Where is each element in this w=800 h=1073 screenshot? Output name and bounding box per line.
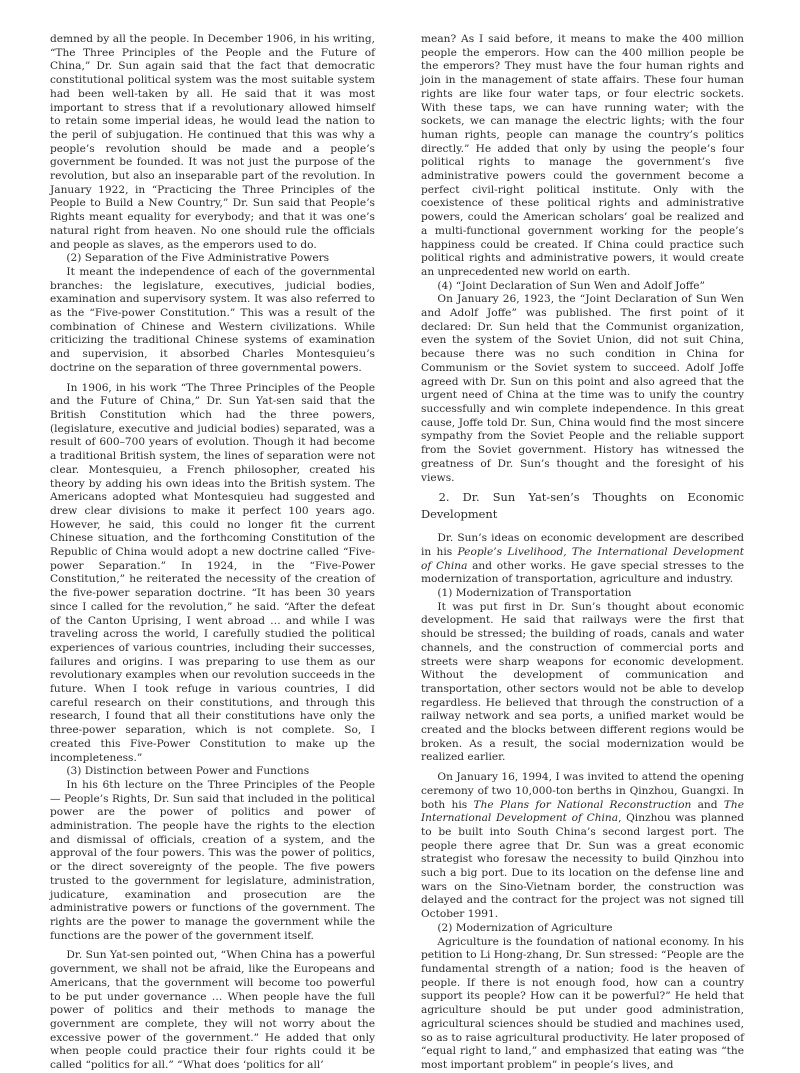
text-run: and other works. He gave special stresses to the modernization of transportation, agriculture and industry.	[421, 559, 744, 586]
subheading: (3) Distinction between Power and Functions	[66, 765, 310, 778]
text-run: Dr. Sun’s ideas on economic development are described in his	[421, 532, 744, 558]
subheading: (2) Modernization of Agriculture	[437, 921, 613, 934]
right-column	[421, 33, 744, 1073]
paragraph: It meant the independence of each of the governmental branches: the legislature, executives, judicial bodies, examination and supervisory system. It was also referred to as the “Five-power Constitution.” This was a result of the combination of Chinese and Western civilizations. While criticizing the traditional Chinese systems of examination and supervision, it absorbed Charles Montesquieu’s doctrine on the separation of three governmental powers.	[50, 265, 375, 374]
text-run: On January 16, 1994, I was invited to attend the opening ceremony of two 10,000-ton berths in Qinzhou, Guangxi. In both his	[421, 771, 744, 811]
paragraph: Dr. Sun Yat-sen pointed out, “When China has a powerful government, we shall not be afraid, like the Europeans and Americans, that the government will become too powerful to be put under governance … When people have the full power of politics and their methods to manage the government are complete, they will not worry about the excessive power of the government.” He added that only when people could practice their four rights could it be called “politics for all.” “What does ‘politics for all’	[50, 949, 375, 1072]
paragraph: In his 6th lecture on the Three Principles of the People — People’s Rights, Dr. Sun said that included in the political power are the power of politics and power of administration. The people have the rights to the election and dismissal of officials, creation of a system, and the approval of the four powers. This was the power of politics, or the direct sovereignty of the people. The five powers trusted to the government for legislature, administration, judicature, examination and prosecution are the administrative powers or functions of the government. The rights are the power to manage the government while the functions are the power of the government itself.	[50, 778, 375, 942]
italic-title: The International Development of China	[421, 798, 745, 825]
paragraph	[421, 771, 744, 922]
paragraph: In 1906, in his work “The Three Principles of the People and the Future of China,” Dr. Sun Yat-sen said that the British Constitution which had the three powers, (legislature, executive and judicial bodies) separated, was a result of 600–700 years of evolution. Though it had become a traditional British system, the lines of separation were not clear. Montesquieu, a French philosopher, created his theory by adding his own ideas into the British system. The Americans adopted what Montesquieu had suggested and drew clear divisions to make it perfect 100 years ago. However, he said, this could no longer fit the current Chinese situation, and the forthcoming Constitution of the Republic of China would adopt a new doctrine called “Five-power Separation.” In 1924, in the “Five-Power Constitution,” he reiterated the necessity of the creation of the five-power separation doctrine. “It has been 30 years since I called for the revolution,” he said. “After the defeat of the Canton Uprising, I went abroad … and while I was traveling across the world, I carefully studied the political experiences of various countries, including their successes, failures and origins. I was preparing to use them as our revolutionary examples when our revolution succeeds in the future. When I took refuge in various countries, I did careful research on their constitutions, and through this research, I found that all their constitutions have only the three-power separation, which is not complete. So, I created this Five-Power Constitution to make up the incompleteness.”	[50, 381, 375, 764]
subheading: (4) “Joint Declaration of Sun Wen and Adolf Joffe”	[437, 279, 705, 292]
paragraph: mean? As I said before, it means to make the 400 million people the emperors. How can the 400 million people be the emperors? They must have the four human rights and join in the management of state affairs. These four human rights are like four water taps, or four electric sockets. With these taps, we can have running water; with the sockets, we can manage the electric lights; with the four human rights, people can manage the country’s politics directly.” He added that only by using the people’s four political rights to manage the government’s five administrative powers could the government become a perfect civil-right political institute. Only with the coexistence of these political rights and administrative powers, could the American scholars’ goal be realized and a multi-functional government working for the people’s happiness could be created. If China could practice such political rights and administrative powers, it would create an unprecedented new world on earth.	[421, 33, 744, 278]
subheading: (1) Modernization of Transportation	[437, 587, 632, 600]
subheading: (2) Separation of the Five Administrative Powers	[66, 252, 330, 265]
text-run: and	[691, 798, 724, 811]
paragraph: It was put first in Dr. Sun’s thought about economic development. He said that railways were the first that should be stressed; the building of roads, canals and water channels, and the construction of commercial ports and streets were sharp weapons for economic development. Without the development of communication and transportation, other sectors would not be able to develop regardless. He believed that through the construction of a railway network and sea ports, a unified market would be created and the blocks between different regions would be broken. As a result, the social modernization would be realized earlier.	[421, 600, 744, 764]
section-heading: 2. Dr. Sun Yat-sen’s Thoughts on Economic Development	[421, 490, 744, 522]
paragraph: Agriculture is the foundation of national economy. In his petition to Li Hong-zhang, Dr. Sun stressed: “People are the fundamental strength of a nation; food is the heaven of people. If there is not enough food, how can a country support its people? How can it be powerful?” He held that agriculture should be put under good administration, agricultural sciences should be studied and machines used, so as to raise agricultural productivity. He later proposed of “equal right to land,” and emphasized that eating was “the most important problem” in people’s lives, and	[421, 935, 744, 1071]
paragraph	[421, 532, 744, 587]
text-run: , Qinzhou was planned to be built into South China’s second largest port. The people there agree that Dr. Sun was a great economic strategist who foresaw the necessity to build Qinzhou into such a big port. Due to its location on the defense line and wars on the Sino-Vietnam border, the construction was delayed and the contract for the project was not signed till October 1991.	[421, 812, 744, 921]
italic-title: People’s Livelihood, The International Development of China	[421, 545, 744, 572]
italic-title: The Plans for National Reconstruction	[473, 798, 692, 811]
paragraph: demned by all the people. In December 1906, in his writing, “The Three Principles of the People and the Future of China,” Dr. Sun again said that the fact that democratic constitutional political system was the most suitable system had been well-taken by all. He said that it was most important to stress that if a revolutionary allowed himself to retain some imperial ideas, he would lead the nation to the peril of subjugation. He continued that this was why a people’s revolution should be made and a people’s government be founded. It was not just the purpose of the revolution, but also an inseparable part of the revolution. In January 1922, in “Practicing the Three Principles of the People to Build a New Country,” Dr. Sun said that People’s Rights meant equality for everybody; and that it was one’s natural right from heaven. No one should rule the officials and people as slaves, as the emperors used to do.	[50, 33, 375, 251]
left-column	[50, 33, 375, 1073]
paragraph: On January 26, 1923, the “Joint Declaration of Sun Wen and Adolf Joffe” was published. The first point of it declared: Dr. Sun held that the Communist organization, even the system of the Soviet Union, did not suit China, because there was no such condition in China for Communism or the Soviet system to succeed. Adolf Joffe agreed with Dr. Sun on this point and also agreed that the urgent need of China at the time was to unify the country successfully and win complete independence. In this great cause, Joffe told Dr. Sun, China would find the most sincere sympathy from the Soviet People and the reliable support from the Soviet government. History has witnessed the greatness of Dr. Sun’s thought and the foresight of his views.	[421, 293, 744, 484]
